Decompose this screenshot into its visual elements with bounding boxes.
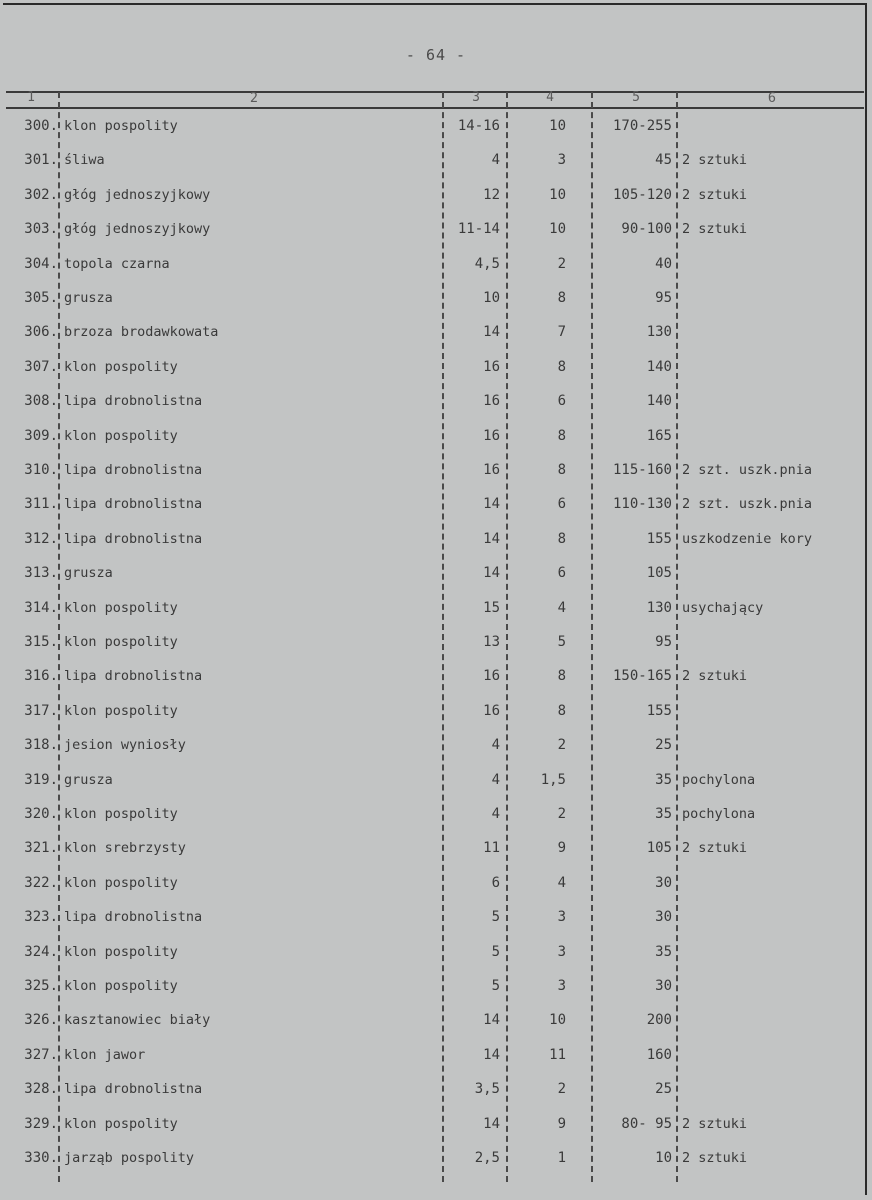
- species-name: klon pospolity: [64, 599, 178, 616]
- circumference-value: 150-165: [612, 668, 672, 685]
- table-row: [0, 969, 872, 1003]
- height-value: 14: [483, 1115, 500, 1132]
- height-value: 11-14: [457, 221, 500, 238]
- crown-value: 2: [557, 255, 566, 272]
- table-row: [0, 453, 872, 487]
- crown-value: 8: [557, 358, 566, 375]
- species-name: jesion wyniosły: [64, 737, 186, 754]
- crown-value: 3: [557, 978, 566, 994]
- height-value: 10: [483, 290, 500, 306]
- height-value: 16: [483, 427, 500, 444]
- species-name: klon pospolity: [64, 978, 178, 994]
- circumference-value: 45: [655, 152, 672, 169]
- crown-value: 10: [549, 1012, 566, 1029]
- height-value: 4,5: [474, 255, 500, 272]
- height-value: 14: [483, 324, 500, 341]
- header-cell: 1: [27, 90, 35, 105]
- circumference-value: 95: [655, 290, 672, 306]
- species-name: głóg jednoszyjkowy: [64, 221, 211, 238]
- row-number: 308.: [24, 393, 58, 410]
- remarks: 2 szt. uszk.pnia: [682, 462, 813, 478]
- crown-value: 8: [557, 530, 566, 547]
- species-name: klon jawor: [64, 1046, 146, 1063]
- table-row: [0, 763, 872, 797]
- table-row: [0, 935, 872, 969]
- height-value: 11: [483, 840, 500, 857]
- row-number: 310.: [24, 462, 58, 478]
- table-row: [0, 315, 872, 349]
- circumference-value: 10: [655, 1150, 672, 1166]
- circumference-value: 140: [646, 358, 672, 375]
- species-name: lipa drobnolistna: [64, 1081, 203, 1098]
- row-number: 317.: [24, 702, 58, 719]
- table-row: [0, 487, 872, 521]
- row-number: 307.: [24, 358, 58, 375]
- circumference-value: 35: [655, 806, 672, 822]
- species-name: lipa drobnolistna: [64, 909, 203, 926]
- circumference-value: 160: [646, 1046, 672, 1063]
- table-row: [0, 625, 872, 659]
- height-value: 14: [483, 496, 500, 513]
- height-value: 5: [491, 909, 500, 926]
- circumference-value: 105: [646, 565, 672, 582]
- species-name: lipa drobnolistna: [64, 496, 203, 513]
- table-row: [0, 694, 872, 728]
- row-number: 302.: [24, 186, 58, 203]
- header-cell: 2: [249, 90, 259, 106]
- species-name: lipa drobnolistna: [64, 668, 203, 685]
- height-value: 16: [483, 393, 500, 410]
- species-name: głóg jednoszyjkowy: [64, 186, 211, 203]
- crown-value: 8: [557, 702, 566, 719]
- species-name: klon pospolity: [64, 943, 178, 960]
- circumference-value: 105: [646, 840, 672, 857]
- row-number: 327.: [24, 1046, 58, 1063]
- circumference-value: 170-255: [612, 118, 672, 134]
- species-name: brzoza brodawkowata: [64, 324, 219, 341]
- row-number: 324.: [24, 943, 58, 960]
- height-value: 4: [491, 771, 500, 788]
- crown-value: 4: [557, 874, 566, 891]
- species-name: klon pospolity: [64, 874, 178, 891]
- table-row: [0, 659, 872, 693]
- table-row: [0, 866, 872, 900]
- height-value: 16: [483, 462, 500, 478]
- row-number: 326.: [24, 1012, 58, 1029]
- species-name: grusza: [64, 771, 113, 788]
- crown-value: 6: [557, 393, 566, 410]
- species-name: klon pospolity: [64, 358, 178, 375]
- circumference-value: 200: [646, 1012, 672, 1029]
- species-name: lipa drobnolistna: [64, 393, 203, 410]
- table-row: [0, 281, 872, 315]
- height-value: 14: [483, 530, 500, 547]
- row-number: 323.: [24, 909, 58, 926]
- species-name: klon pospolity: [64, 427, 178, 444]
- table-row: [0, 1072, 872, 1106]
- table-row: [0, 109, 872, 143]
- remarks: 2 szt. uszk.pnia: [682, 496, 813, 513]
- height-value: 12: [483, 186, 500, 203]
- height-value: 4: [491, 806, 500, 822]
- table-row: [0, 900, 872, 934]
- species-name: kasztanowiec biały: [64, 1012, 211, 1029]
- row-number: 316.: [24, 668, 58, 685]
- circumference-value: 25: [655, 737, 672, 754]
- table-header: [0, 88, 872, 108]
- height-value: 14: [483, 1012, 500, 1029]
- row-number: 329.: [24, 1115, 58, 1132]
- page-number: - 64 -: [405, 46, 467, 64]
- row-number: 314.: [24, 599, 58, 616]
- table-row: [0, 212, 872, 246]
- remarks: 2 sztuki: [682, 221, 748, 238]
- crown-value: 9: [557, 1115, 566, 1132]
- row-number: 312.: [24, 530, 58, 547]
- height-value: 16: [483, 358, 500, 375]
- circumference-value: 80- 95: [621, 1115, 672, 1132]
- height-value: 3,5: [474, 1081, 500, 1098]
- height-value: 15: [483, 599, 500, 616]
- height-value: 14: [483, 565, 500, 582]
- row-number: 315.: [24, 634, 58, 650]
- height-value: 4: [491, 152, 500, 169]
- crown-value: 8: [557, 427, 566, 444]
- row-number: 330.: [24, 1150, 58, 1166]
- crown-value: 1,5: [540, 771, 566, 788]
- species-name: klon pospolity: [64, 806, 178, 822]
- circumference-value: 95: [655, 634, 672, 650]
- crown-value: 3: [557, 943, 566, 960]
- crown-value: 4: [557, 599, 566, 616]
- crown-value: 3: [557, 909, 566, 926]
- table-row: [0, 143, 872, 177]
- remarks: pochylona: [682, 806, 756, 822]
- table-row: [0, 384, 872, 418]
- row-number: 303.: [24, 221, 58, 238]
- table-row: [0, 419, 872, 453]
- species-name: topola czarna: [64, 255, 170, 272]
- remarks: 2 sztuki: [682, 186, 748, 203]
- species-name: klon pospolity: [64, 702, 178, 719]
- circumference-value: 155: [646, 702, 672, 719]
- circumference-value: 35: [655, 943, 672, 960]
- crown-value: 2: [557, 806, 566, 822]
- row-number: 309.: [24, 427, 58, 444]
- species-name: grusza: [64, 290, 113, 306]
- crown-value: 6: [557, 565, 566, 582]
- circumference-value: 155: [646, 530, 672, 547]
- crown-value: 3: [557, 152, 566, 169]
- circumference-value: 165: [646, 427, 672, 444]
- crown-value: 6: [557, 496, 566, 513]
- species-name: klon pospolity: [64, 118, 178, 134]
- crown-value: 8: [557, 668, 566, 685]
- remarks: usychający: [682, 599, 764, 616]
- table-row: [0, 350, 872, 384]
- header-cell: 3: [472, 90, 480, 105]
- remarks: 2 sztuki: [682, 668, 748, 685]
- species-name: klon pospolity: [64, 1115, 178, 1132]
- circumference-value: 30: [655, 874, 672, 891]
- height-value: 5: [491, 943, 500, 960]
- crown-value: 8: [557, 462, 566, 478]
- table-row: [0, 1141, 872, 1175]
- row-number: 304.: [24, 255, 58, 272]
- crown-value: 1: [557, 1150, 566, 1166]
- species-name: lipa drobnolistna: [64, 462, 203, 478]
- row-number: 301.: [24, 152, 58, 169]
- circumference-value: 30: [655, 978, 672, 994]
- circumference-value: 25: [655, 1081, 672, 1098]
- height-value: 6: [491, 874, 500, 891]
- height-value: 4: [491, 737, 500, 754]
- remarks: 2 sztuki: [682, 152, 748, 169]
- circumference-value: 130: [646, 599, 672, 616]
- circumference-value: 40: [655, 255, 672, 272]
- table-row: [0, 247, 872, 281]
- crown-value: 10: [549, 186, 566, 203]
- crown-value: 10: [549, 118, 566, 134]
- crown-value: 7: [557, 324, 566, 341]
- circumference-value: 130: [646, 324, 672, 341]
- remarks: 2 sztuki: [682, 840, 748, 857]
- species-name: śliwa: [64, 152, 105, 169]
- table-row: [0, 728, 872, 762]
- height-value: 14: [483, 1046, 500, 1063]
- table-row: [0, 1003, 872, 1037]
- row-number: 319.: [24, 771, 58, 788]
- circumference-value: 105-120: [612, 186, 672, 203]
- table-row: [0, 1038, 872, 1072]
- species-name: grusza: [64, 565, 113, 582]
- height-value: 2,5: [474, 1150, 500, 1166]
- circumference-value: 30: [655, 909, 672, 926]
- circumference-value: 35: [655, 771, 672, 788]
- remarks: pochylona: [682, 771, 756, 788]
- crown-value: 2: [557, 1081, 566, 1098]
- header-cell: 6: [767, 90, 777, 106]
- height-value: 16: [483, 702, 500, 719]
- height-value: 13: [483, 634, 500, 650]
- row-number: 318.: [24, 737, 58, 754]
- row-number: 300.: [24, 118, 58, 134]
- header-cell: 4: [546, 90, 554, 105]
- table-row: [0, 1107, 872, 1141]
- table-row: [0, 831, 872, 865]
- row-number: 311.: [24, 496, 58, 513]
- table-row: [0, 591, 872, 625]
- circumference-value: 90-100: [621, 221, 672, 238]
- species-name: klon pospolity: [64, 634, 178, 650]
- remarks: 2 sztuki: [682, 1150, 748, 1166]
- table-row: [0, 522, 872, 556]
- table-row: [0, 178, 872, 212]
- row-number: 322.: [24, 874, 58, 891]
- remarks: 2 sztuki: [682, 1115, 748, 1132]
- species-name: lipa drobnolistna: [64, 530, 203, 547]
- height-value: 16: [483, 668, 500, 685]
- row-number: 313.: [24, 565, 58, 582]
- crown-value: 11: [549, 1046, 566, 1063]
- crown-value: 10: [549, 221, 566, 238]
- header-cell: 5: [632, 90, 640, 105]
- circumference-value: 140: [646, 393, 672, 410]
- row-number: 328.: [24, 1081, 58, 1098]
- row-number: 321.: [24, 840, 58, 857]
- crown-value: 2: [557, 737, 566, 754]
- species-name: jarząb pospolity: [64, 1150, 195, 1166]
- row-number: 325.: [24, 978, 58, 994]
- crown-value: 5: [557, 634, 566, 650]
- table-row: [0, 556, 872, 590]
- table-row: [0, 797, 872, 831]
- row-number: 320.: [24, 806, 58, 822]
- crown-value: 9: [557, 840, 566, 857]
- circumference-value: 115-160: [612, 462, 672, 478]
- row-number: 305.: [24, 290, 58, 306]
- crown-value: 8: [557, 290, 566, 306]
- row-number: 306.: [24, 324, 58, 341]
- circumference-value: 110-130: [612, 496, 672, 513]
- height-value: 14-16: [457, 118, 500, 134]
- height-value: 5: [491, 978, 500, 994]
- species-name: klon srebrzysty: [64, 840, 186, 857]
- remarks: uszkodzenie kory: [682, 530, 813, 547]
